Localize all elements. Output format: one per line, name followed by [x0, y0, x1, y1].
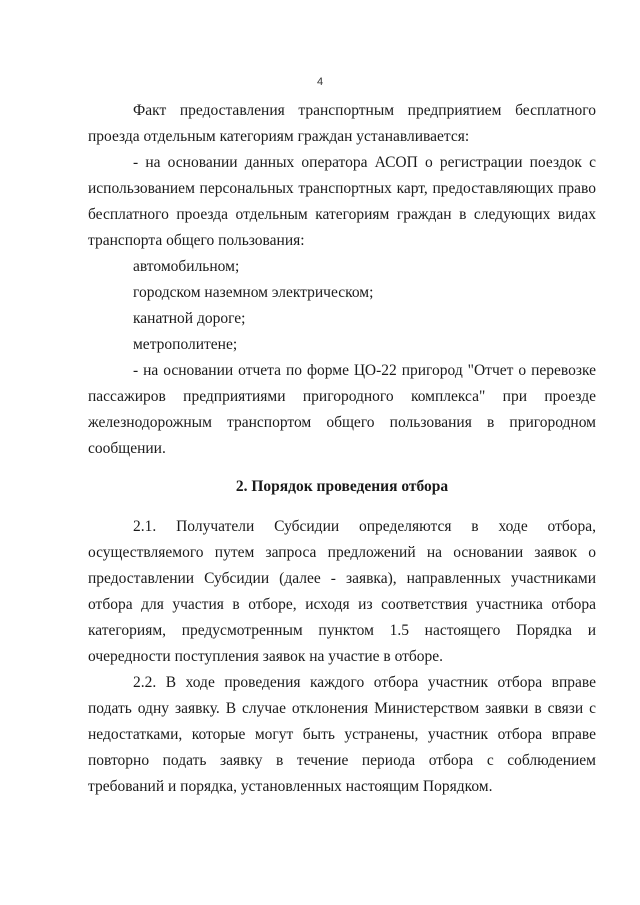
transport-type-item: автомобильном; — [133, 258, 240, 275]
section-paragraph-2-2: 2.2. В ходе проведения каждого отбора участник отбора вправе подать одну заявку. В случае отклонения Министерством заявки в связи с недостатками, которые могут быть устранены, участник отбора вправе повторно подать заявку в течение периода отбора с соблюдением требований и порядка, установленных настоящим Порядком. — [88, 674, 596, 795]
paragraph-asop-basis: - на основании данных оператора АСОП о регистрации поездок с использованием персональных транспортных карт, предоставляющих право бесплатного проезда отдельным категориям граждан в следующих видах транспорта общего пользования: — [88, 154, 596, 249]
transport-type-item: городском наземном электрическом; — [133, 284, 374, 301]
section-heading: 2. Порядок проведения отбора — [235, 478, 449, 495]
paragraph-report-basis: - на основании отчета по форме ЦО-22 пригород "Отчет о перевозке пассажиров предприятиями пригородного комплекса" при проезде железнодорожным транспортом общего пользования в пригородном сообщении. — [88, 362, 596, 457]
section-paragraph-2-1: 2.1. Получатели Субсидии определяются в ходе отбора, осуществляемого путем запроса предложений на основании заявок о предоставлении Субсидии (далее - заявка), направленных участниками отбора для участия в отборе, исходя из соответствия участника отбора категориям, предусмотренным пунктом 1.5 настоящего Порядка и очередности поступления заявок на участие в отборе. — [88, 518, 596, 665]
transport-type-item: метрополитене; — [133, 336, 238, 353]
paragraph-fact: Факт предоставления транспортным предприятием бесплатного проезда отдельным категориям граждан устанавливается: — [88, 102, 596, 145]
page-number: 4 — [316, 76, 324, 88]
document-body — [88, 98, 596, 800]
transport-type-item: канатной дороге; — [133, 310, 246, 327]
